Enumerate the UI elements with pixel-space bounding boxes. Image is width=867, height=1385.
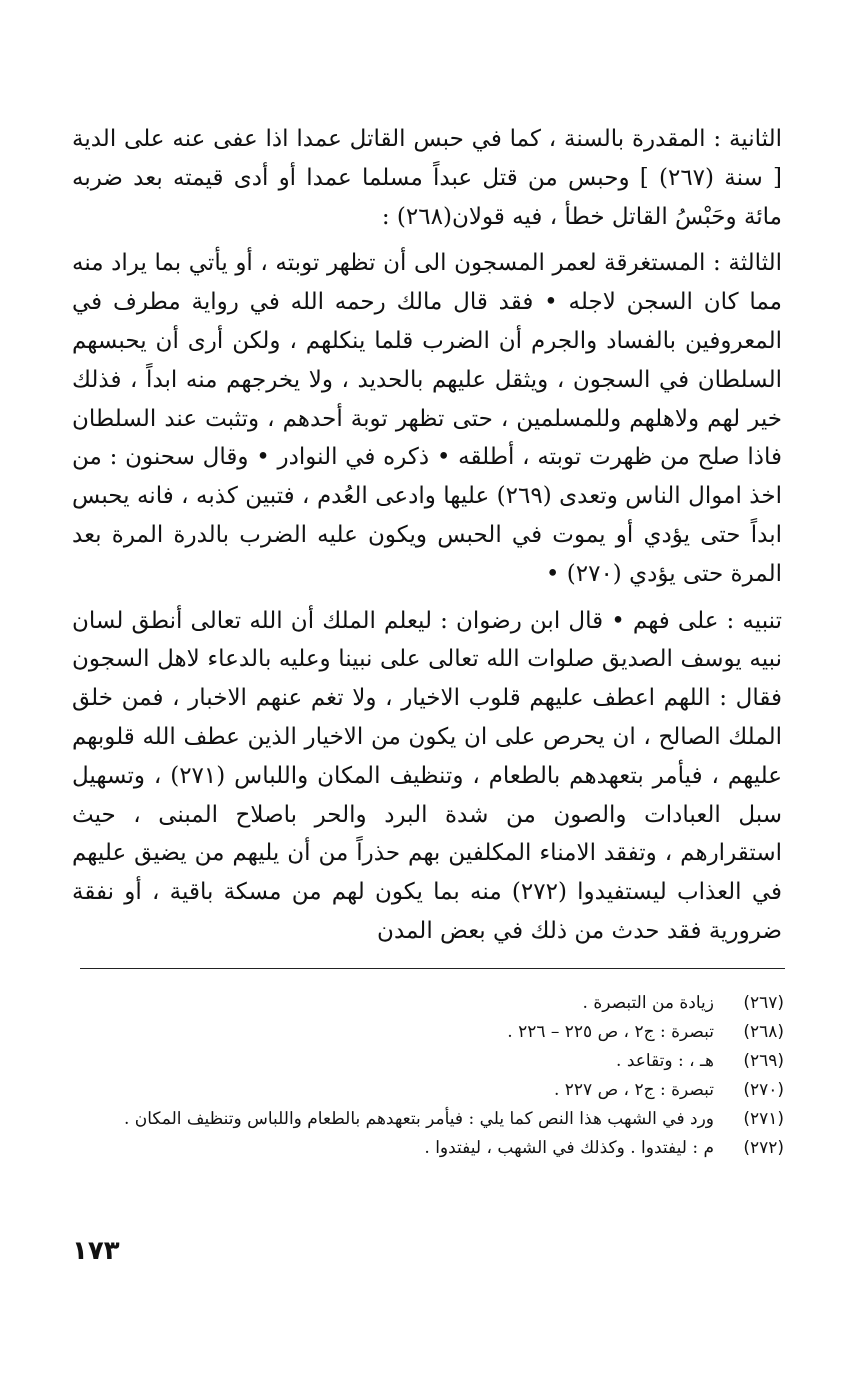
footnote-item bbox=[72, 1077, 784, 1103]
footnote-text: م : ليفتدوا . وكذلك في الشهب ، ليفتدوا . bbox=[424, 1138, 714, 1158]
footnote-text: هـ ، : وتقاعد . bbox=[616, 1051, 714, 1071]
paragraph-notice: تنبيه : على فهم • قال ابن رضوان : ليعلم الملك أن الله تعالى أنطق لسان نبيه يوسف الصديق صلوات الله تعالى على نبينا وعليه بالدعاء لاهل السجون فقال : اللهم اعطف عليهم قلوب الاخيار ، ولا تغم عنهم الاخبار ، فمن خلق الملك الصالح ، ان يحرص على ان يكون من الاخيار الذين عطف الله قلوبهم عليهم ، فيأمر بتعهدهم بالطعام ، وتنظيف المكان واللباس (٢٧١) ، وتسهيل سبل العبادات والصون من شدة البرد والحر باصلاح المبنى ، حيث استقرارهم ، وتفقد الامناء المكلفين بهم حذراً من أن يليهم من يضيق عليهم في العذاب ليستفيدوا (٢٧٢) منه بما يكون لهم من مسكة باقية ، أو نفقة ضرورية فقد حدث من ذلك في بعض المدن bbox=[72, 607, 782, 944]
footnote-item bbox=[72, 990, 784, 1016]
footnote-number: (٢٦٧) bbox=[743, 993, 784, 1013]
footnote-text: زيادة من التبصرة . bbox=[582, 993, 714, 1013]
footnote-number: (٢٧١) bbox=[743, 1109, 784, 1129]
footnote-number: (٢٦٩) bbox=[743, 1051, 784, 1071]
footnote-item bbox=[72, 1135, 784, 1161]
footnote-number: (٢٦٨) bbox=[743, 1022, 784, 1042]
paragraph-third: الثالثة : المستغرقة لعمر المسجون الى أن تظهر توبته ، أو يأتي بما يراد منه مما كان السجن لاجله • فقد قال مالك رحمه الله في رواية مطرف في المعروفين بالفساد والجرم أن الضرب قلما ينكلهم ، ولكن أرى أن يحبسهم السلطان في السجون ، ويثقل عليهم بالحديد ، ولا يخرجهم منه ابداً ، فذلك خير لهم ولاهلهم وللمسلمين ، حتى تظهر توبة أحدهم ، وتثبت عند السلطان فاذا صلح من ظهرت توبته ، أطلقه • ذكره في النوادر • وقال سحنون : من اخذ اموال الناس وتعدى (٢٦٩) عليها وادعى العُدم ، فتبين كذبه ، فانه يحبس ابداً حتى يؤدي أو يموت في الحبس ويكون عليه الضرب بالدرة المرة بعد المرة حتى يؤدي (٢٧٠) • bbox=[72, 250, 782, 587]
footnote-number: (٢٧٢) bbox=[743, 1138, 784, 1158]
main-text bbox=[72, 120, 782, 951]
footnote-divider bbox=[80, 968, 785, 969]
footnotes bbox=[72, 990, 784, 1164]
paragraph-second: الثانية : المقدرة بالسنة ، كما في حبس القاتل عمدا اذا عفى عنه على الدية [ سنة (٢٦٧) ] وحبس من قتل عبداً مسلما عمدا أو أدى قيمته بعد ضربه مائة وحَبْسُ القاتل خطأ ، فيه قولان(٢٦٨) : bbox=[72, 126, 782, 230]
page-number: ١٧٣ bbox=[72, 1236, 120, 1266]
footnote-number: (٢٧٠) bbox=[743, 1080, 784, 1100]
footnote-text: تبصرة : ج٢ ، ص ٢٢٧ . bbox=[553, 1080, 714, 1100]
footnote-text: تبصرة : ج٢ ، ص ٢٢٥ – ٢٢٦ . bbox=[507, 1022, 714, 1042]
footnote-text: ورد في الشهب هذا النص كما يلي : فيأمر بتعهدهم بالطعام واللباس وتنظيف المكان . bbox=[123, 1109, 714, 1129]
footnote-item bbox=[72, 1048, 784, 1074]
footnote-item bbox=[72, 1019, 784, 1045]
footnote-item bbox=[72, 1106, 784, 1132]
